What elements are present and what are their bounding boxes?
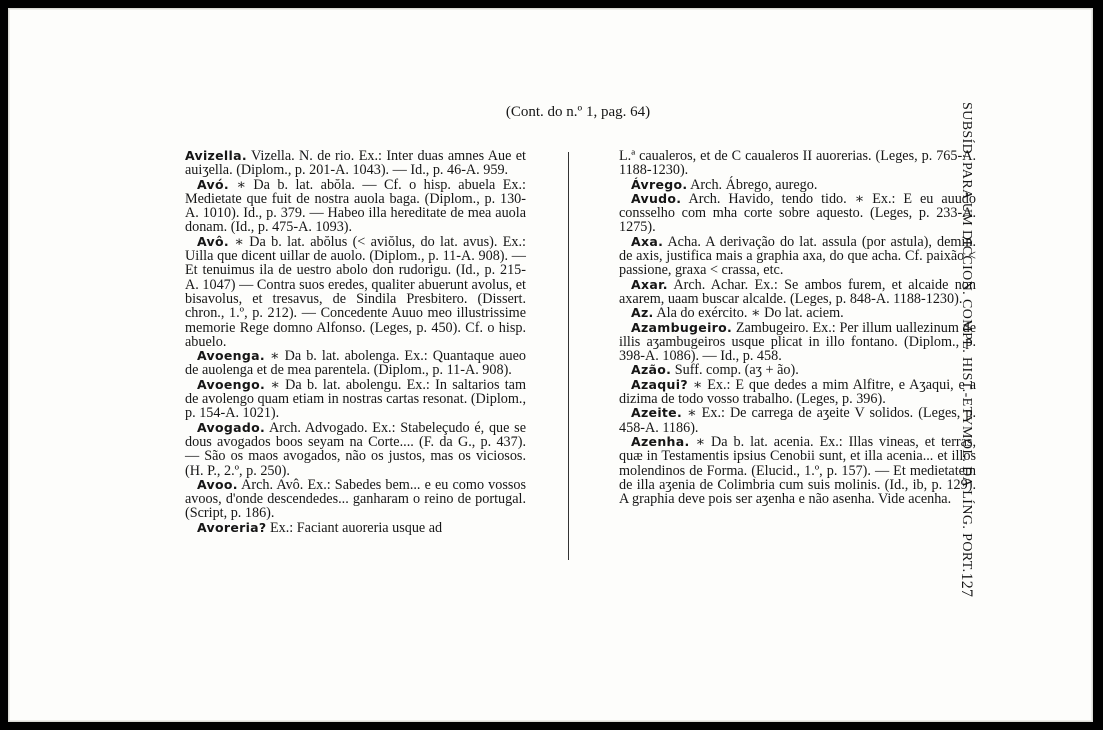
entry-text: Arch. Ábrego, aurego. [690, 176, 818, 193]
entry-continuation [619, 149, 976, 178]
running-head-title: SUBSÍD. PARA UM DICCION. COMPL. HIST.-ETYMOL. DA LÍNG. PORT. [959, 102, 974, 573]
headword: Azenha. [631, 433, 690, 449]
headword: Avoengo. [197, 376, 266, 392]
left-column [185, 149, 526, 535]
headword: Avó. [197, 176, 229, 192]
entry-avrego [619, 178, 976, 192]
entry-avo-f [185, 178, 526, 235]
entry-text: ∗ Ex.: De carrega de aʒeite V solidos. (Leges, p. 458-A. 1186). [619, 405, 977, 436]
entry-avizella [185, 149, 526, 178]
headword: Axa. [631, 233, 664, 249]
entry-text: ∗ Da b. lat. abolengu. Ex.: In saltarios tam de avolengo quam etiam in nostras cartas resonat. (Diplom., p. 154-A. 1021). [185, 376, 526, 422]
column-divider [568, 152, 569, 560]
entry-text: L.ª caualeros, et de C caualeros II auorerias. (Leges, p. 765-A. 1188-1230). [619, 148, 976, 179]
headword: Avogado. [197, 419, 266, 435]
headword: Azambugeiro. [631, 319, 733, 335]
headword: Avizella. [185, 148, 247, 163]
headword: Avudo. [631, 190, 682, 206]
headword: Azeite. [631, 405, 683, 421]
entry-text: Arch. Havido, tendo tido. ∗ Ex.: E eu auudo consselho com mha corte sobre aquesto. (Leges, p. 233-A. 1275). [619, 190, 976, 236]
page-number: 127 [958, 572, 975, 598]
entry-text: Acha. A derivação do lat. assula (por astula), demin. de axis, justifica mais a graphia axa, do que acha. Cf. paixão < passione, graxa < crassa, etc. [619, 233, 976, 279]
entry-avogado [185, 421, 526, 478]
entry-avoenga [185, 349, 526, 378]
entry-text: Vizella. N. de rio. Ex.: Inter duas amnes Aue et auiʒella. (Diplom., p. 201-A. 1043). — Id., p. 46-A. 959. [185, 148, 526, 179]
entry-text: Zambugeiro. Ex.: Per illum uallezinum de illis aʒambugeiros usque plicat in illo fontano. (Diplom., p. 398-A. 1086). — Id., p. 458. [619, 319, 976, 365]
entry-azeite [619, 406, 976, 435]
entry-text: Suff. comp. (aʒ + ão). [674, 362, 799, 379]
entry-az [619, 306, 976, 320]
headword: Ávrego. [631, 176, 688, 192]
entry-axar [619, 278, 976, 307]
entry-avoengo [185, 378, 526, 421]
entry-avudo [619, 192, 976, 235]
headword: Axar. [631, 276, 668, 292]
headword: Avoenga. [197, 348, 265, 364]
scanned-page [8, 8, 1093, 722]
entry-avoo [185, 478, 526, 521]
headword: Az. [631, 305, 654, 321]
entry-text: ∗ Da b. lat. acenia. Ex.: Illas vineas, et terras, quæ in Testamentis ipsius Cenobii sunt, et illa acenia... et illos molendinos de Forma. (Elucid., 1.º, p. 157). — Et medietatem de illa aʒenia de Colimbria cum suis molinis. (Id., ib, p. 129). A graphia deve pois ser aʒenha e não asenha. Vide acenha. [619, 433, 977, 508]
entry-avo-m [185, 235, 526, 349]
entry-text: Ala do exército. ∗ Do lat. aciem. [656, 305, 844, 322]
headword: Avô. [197, 233, 229, 249]
entry-text: ∗ Da b. lat. abolenga. Ex.: Quantaque aueo de auolenga et de mea parentela. (Diplom., p. 11-A. 908). [185, 348, 527, 379]
headword: Avoreria? [197, 519, 267, 535]
running-head [956, 102, 976, 598]
entry-azaqui [619, 378, 976, 407]
entry-text: Arch. Achar. Ex.: Se ambos furem, et alcaide non axarem, uaam buscar alcalde. (Leges, p. 848-A. 1188-1230). [619, 276, 976, 307]
entry-text: ∗ Ex.: E que dedes a mim Alfitre, e Aʒaqui, e a dizima de todo vosso trabalho. (Leges, p. 396). [619, 376, 976, 408]
entry-text: ∗ Da b. lat. abŏlus (< aviŏlus, do lat. avus). Ex.: Uilla que dicent uillar de auolo. (Diplom., p. 11-A. 908). — Et tenuimus ila de uestro abolo don rudorigu. (Id., p. 215-A. 1047) — Contra suos eredes, qualiter abuerunt avolus, et bisavolus, et tresavus, de Sindila Presbitero. (Dissert. chron., 1.º, p. 212). — Concedente Auuo meo illustrissime memorie Rege domno Alfonso. (Leges, p. 450). Cf. o hisp. abuelo. [185, 233, 526, 350]
entry-text: Ex.: Faciant auoreria usque ad [270, 519, 443, 536]
entry-axa [619, 235, 976, 278]
entry-text: Arch. Avô. Ex.: Sabedes bem... e eu como vossos avoos, d'onde descendedes... ganharam o reino de portugal. (Script, p. 186). [185, 476, 526, 522]
entry-azao [619, 363, 976, 377]
entry-azambugeiro [619, 321, 976, 364]
entry-avoreria [185, 521, 526, 535]
entry-text: ∗ Da b. lat. abŏla. — Cf. o hisp. abuela Ex.: Medietate que fuit de nostra auola baga. (Diplom., p. 130-A. 1010). Id., p. 379. — Habeo illa hereditate de mea auola donam. (Id., p. 475-A. 1093). [185, 176, 526, 236]
entry-text: Arch. Advogado. Ex.: Stabeleçudo é, que se dous avogados boos seyam na Corte.... (F. da G., p. 437). — São os maos avogados, não os justos, mas os viciosos. (H. P., 2.º, p. 250). [185, 419, 526, 479]
entry-azenha [619, 435, 976, 506]
headword: Azaqui? [631, 376, 688, 392]
right-column [619, 149, 976, 506]
headword: Avoo. [197, 476, 238, 492]
continuation-note: (Cont. do n.º 1, pag. 64) [505, 104, 651, 120]
headword: Azão. [631, 362, 672, 378]
